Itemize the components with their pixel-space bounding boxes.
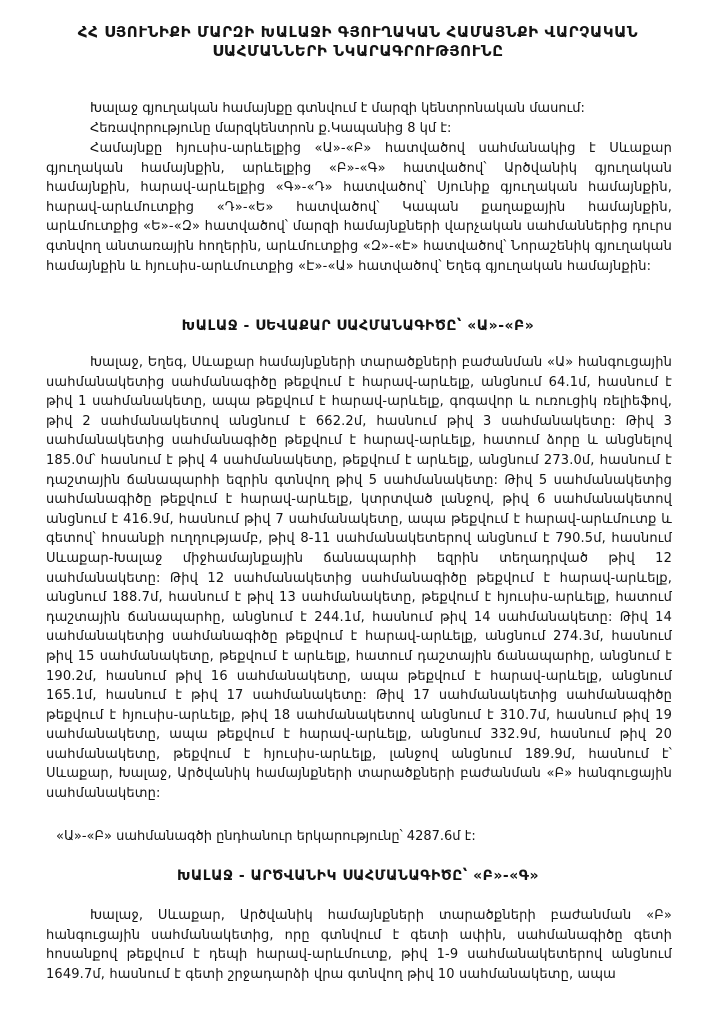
intro-location-line: Խալաջ գյուղական համայնքը գտնվում է մարզի կենտրոնական մասում:	[90, 101, 585, 116]
section1-total-length: «Ա»-«Բ» սահմանագծի ընդհանուր երկարությունը՝ 4287.6մ է:	[56, 829, 476, 844]
intro-neighbors-paragraph: Համայնքը հյուսիս-արևելքից «Ա»-«Բ» հատվածով սահմանակից է Սևաքար գյուղական համայնքին, արևելքից «Բ»-«Գ» հատվածով՝ Արծվանիկ գյուղական համայնքին, հարավ-արևելքից «Գ»-«Դ» հատվածով՝ Սյունիք գյուղական համայնքին, հարավ-արևմուտքից «Դ»-«Ե» հատվածով՝ Կապան քաղաքային համայնքին, արևմուտքից «Ե»-«Զ» հատվածով՝ մարզի համայնքների վարչական սահմաններից դուրս գտնվող անտառային հողերին, արևմուտքից «Զ»-«Է» հատվածով՝ Նորաշենիկ գյուղական համայնքին և հյուսիս-արևմուտքից «Է»-«Ա» հատվածով՝ Եղեգ գյուղական համայնքին:	[46, 141, 672, 274]
document-title-line2: ՍԱՀՄԱՆՆԵՐԻ ՆԿԱՐԱԳՐՈՒԹՅՈՒՆԸ	[212, 42, 504, 60]
section1-heading: ԽԱԼԱՋ - ՍԵՎԱՔԱՐ ՍԱՀՄԱՆԱԳԻԾԸ՝ «Ա»-«Բ»	[181, 318, 535, 334]
section2-heading: ԽԱԼԱՋ - ԱՐԾՎԱՆԻԿ ՍԱՀՄԱՆԱԳԻԾԸ՝ «Բ»-«Գ»	[176, 868, 540, 884]
section2-paragraph: Խալաջ, Սևաքար, Արծվանիկ համայնքների տարածքների բաժանման «Բ» հանգուցային սահմանակետից, որը գտնվում է գետի ափին, սահմանագիծը գետի հոսանքով թեքվում է դեպի հարավ-արևմուտք, թիվ 1-9 սահմանակետերով անցնում 1649.7մ, հասնում է գետի շրջադարձի վրա գտնվող թիվ 10 սահմանակետը, ապա	[46, 908, 672, 982]
document-title-line1: ՀՀ ՍՅՈՒՆԻՔԻ ՄԱՐԶԻ ԽԱԼԱՋԻ ԳՅՈՒՂԱԿԱՆ ՀԱՄԱՅՆՔԻ ՎԱՐՉԱԿԱՆ	[77, 23, 639, 41]
section1-paragraph: Խալաջ, Եղեգ, Սևաքար համայնքների տարածքների բաժանման «Ա» հանգուցային սահմանակետից սահմանագիծը թեքվում է հարավ-արևելք, անցնում 64.1մ, հասնում է թիվ 1 սահմանակետը, ապա թեքվում է հարավ-արևելք, գոգավոր և ուռուցիկ ռելիեֆով, թիվ 2 սահմանակետով անցնում է 662.2մ, հասնում թիվ 3 սահմանակետը: Թիվ 3 սահմանակետից սահմանագիծը թեքվում է հարավ-արևելք, հատում ձորը և անցնելով 185.0մ՝ հասնում է թիվ 4 սահմանակետը, թեքվում է արևելք, անցնում 273.0մ, հասնում է դաշտային ճանապարհի եզրին գտնվող թիվ 5 սահմանակետը: Թիվ 5 սահմանակետից սահմանագիծը թեքվում է հարավ-արևելք, կտրտված լանջով, թիվ 6 սահմանակետով անցնում է 416.9մ, հասնում թիվ 7 սահմանակետը, ապա թեքվում է հարավ-արևմուտք և գետով՝ հոսանքի ուղղությամբ, թիվ 8-11 սահմանակետերով անցնում է 790.5մ, հասնում Սևաքար-Խալաջ միջհամայնքային ճանապարհի եզրին տեղադրված թիվ 12 սահմանակետը: Թիվ 12 սահմանակետից սահմանագիծը թեքվում է հարավ-արևելք, անցնում 188.7մ, հասնում է թիվ 13 սահմանակետը, թեքվում է հյուսիս-արևելք, հատում դաշտային ճանապարհը, անցնում է 244.1մ, հասնում թիվ 14 սահմանակետը: Թիվ 14 սահմանակետից սահմանագիծը թեքվում է հարավ-արևելք, անցնում 274.3մ, հասնում թիվ 15 սահմանակետը, թեքվում է արևելք, հատում դաշտային ճանապարհը, անցնում է 190.2մ, հասնում թիվ 16 սահմանակետը, ապա թեքվում է հարավ-արևելք, անցնում 165.1մ, հասնում է թիվ 17 սահմանակետը: Թիվ 17 սահմանակետից սահմանագիծը թեքվում է հյուսիս-արևելք, թիվ 18 սահմանակետով անցնում է 310.7մ, հասնում թիվ 19 սահմանակետը, ապա թեքվում է հարավ-արևելք, անցնում 332.9մ, հասնում թիվ 20 սահմանակետը, թեքվում է հյուսիս-արևելք, լանջով անցնում 189.9մ, հասնում է՝ Սևաքար, Խալաջ, Արծվանիկ համայնքների տարածքների բաժանման «Բ» հանգուցային սահմանակետը:	[46, 355, 672, 802]
intro-distance-line: Հեռավորությունը մարզկենտրոն ք.Կապանից 8 կմ է:	[90, 121, 452, 136]
